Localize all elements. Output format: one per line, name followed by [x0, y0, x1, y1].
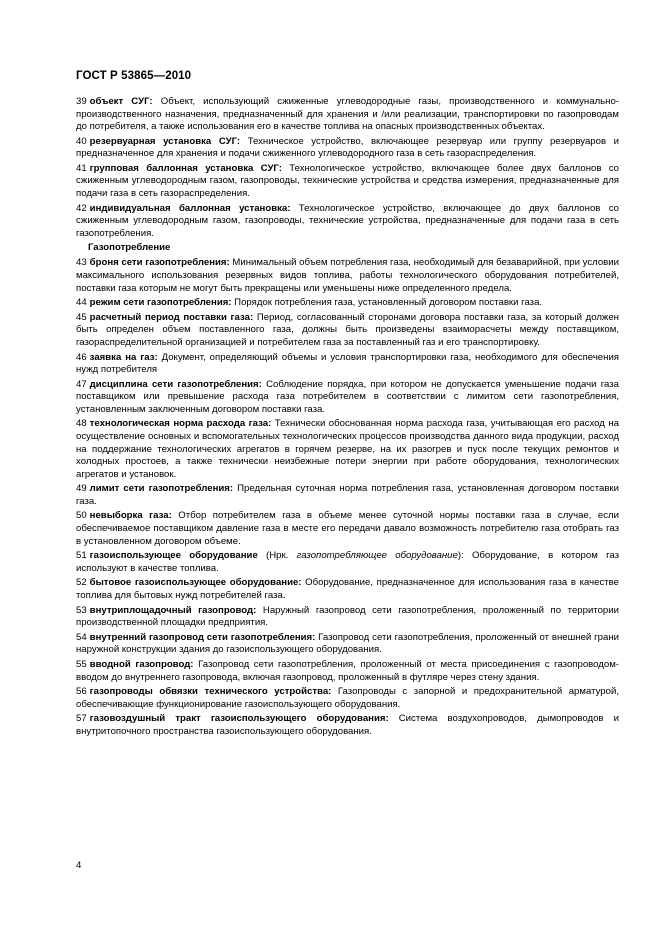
entry-definition: Техническое устройство, включающее резервуар или группу резервуаров и предназначенное для хранения и подачи сжиженного углеводородного газа в сеть газораспределения. [76, 135, 620, 160]
term-entry [76, 577, 619, 602]
entry-number: 56 [76, 686, 87, 698]
term-entry [76, 632, 619, 657]
entry-term: внутренний газопровод сети газопотребления: [89, 631, 316, 643]
section-title: Газопотребление [88, 242, 171, 254]
entry-number: 48 [76, 418, 87, 430]
entry-note-prefix: (Нрк. [257, 550, 297, 562]
entry-number: 42 [76, 202, 87, 214]
entry-term: броня сети газопотребления: [89, 257, 230, 269]
term-entry [76, 686, 619, 711]
entry-number: 45 [76, 311, 87, 323]
term-entry [76, 510, 619, 548]
entry-definition: Период, согласованный сторонами договора поставки газа, за который должен быть определен объем поставленного газа, должны быть произведены взаиморасчеты между поставщиком, газораспределительной организацией и потребителем газа за поставленный газ и его транспортировку. [76, 311, 619, 348]
entry-term: бытовое газоиспользующее оборудование: [89, 577, 302, 589]
entry-term: заявка на газ: [89, 351, 158, 363]
entry-definition: Газопровод сети газопотребления, проложенный от места присоединения с газопроводом-вводом до внутреннего газопровода, включая газопровод, проложенный в футляре через стену здания. [76, 658, 620, 683]
entry-definition: Документ, определяющий объемы и условия транспортировки газа, необходимого для обеспечения нужд потребителя [76, 351, 619, 376]
term-entry [76, 203, 619, 241]
entry-definition: Порядок потребления газа, установленный договором поставки газа. [231, 297, 543, 309]
term-entry [76, 297, 619, 310]
term-entry [76, 257, 619, 295]
entry-definition: Технологическое устройство, включающее до двух баллонов со сжиженным углеводородным газом, газопроводы, технические устройства, предназначенные для подачи газа в сеть газопотребления. [76, 202, 619, 239]
entry-number: 40 [76, 135, 87, 147]
entry-number: 44 [76, 297, 87, 309]
entry-term: невыборка газа: [89, 510, 172, 522]
entry-term: резервуарная установка СУГ: [89, 135, 241, 147]
entry-term: лимит сети газопотребления: [89, 483, 234, 495]
term-entry [76, 659, 619, 684]
term-entry [76, 605, 619, 630]
entries-group-b [76, 257, 619, 738]
entry-term: дисциплина сети газопотребления: [89, 378, 262, 390]
entry-definition: Газопроводы с запорной и предохранительной арматурой, обеспечивающие функционирование газоиспользующего оборудования. [76, 686, 619, 710]
entry-definition: Оборудование, предназначенное для использования газа в качестве топлива для бытовых нужд потребителей газа. [76, 577, 619, 601]
entry-definition: Предельная суточная норма потребления газа, установленная договором поставки газа. [76, 483, 619, 507]
entry-term: расчетный период поставки газа: [89, 311, 254, 323]
entry-term: объект СУГ: [89, 96, 153, 107]
entry-number: 46 [76, 351, 87, 363]
entry-definition: Объект, использующий сжиженные углеводородные газы, производственного и коммунально-производственного назначения, предназначенный для хранения и /или реализации, транспортировки по газопроводам до потребителя, а также использования его в качестве топлива на опасных производственных объектах. [76, 96, 619, 133]
entry-definition: Технологическое устройство, включающее более двух баллонов со сжиженным углеводородным газом, газопроводы, технические устройства и средства измерения, предназначенные для подачи газа в сеть газораспределения. [76, 162, 620, 200]
entry-term: вводной газопровод: [89, 658, 194, 670]
entry-number: 41 [76, 162, 87, 174]
term-entry [76, 418, 619, 481]
entry-number: 49 [76, 483, 87, 495]
entry-term: режим сети газопотребления: [89, 297, 232, 309]
entry-number: 50 [76, 510, 87, 522]
entry-number: 51 [76, 550, 87, 562]
entry-term: технологическая норма расхода газа: [89, 418, 272, 430]
entry-definition: ): Оборудование, в котором газ используют в качестве топлива. [76, 550, 619, 574]
term-entry [76, 96, 619, 134]
entry-alt-term: газопотребляющее оборудование [296, 550, 458, 562]
entry-term: индивидуальная баллонная установка: [89, 202, 291, 214]
entry-number: 55 [76, 658, 87, 670]
entry-definition: Отбор потребителем газа в объеме менее суточной нормы поставки газа в случае, если обеспечиваемое поставщиком давление газа в месте его передачи давало возможность потребителю газа отобрать газ в установленном договором объеме. [76, 510, 619, 547]
entry-term: групповая баллонная установка СУГ: [89, 162, 282, 174]
term-entry [76, 483, 619, 508]
entry-number: 43 [76, 257, 87, 269]
entry-term: газовоздушный тракт газоиспользующего оборудования: [89, 713, 389, 725]
term-entry [76, 550, 619, 575]
entry-definition: Технически обоснованная норма расхода газа, учитывающая его расход на осуществление основных и вспомогательных технологических процессов производства данного вида продукции, расход на поддержание технологических агрегатов в горячем резерве, на их разогрев и пуск после текущих ремонтов и холодных простоев, а также технически неизбежные потери энергии при работе оборудования, технологических агрегатов и установок. [76, 418, 619, 480]
entry-number: 54 [76, 631, 87, 643]
entry-definition: Газопровод сети газопотребления, проложенный от внешней грани наружной конструкции здания до газоиспользующего оборудования. [76, 631, 619, 656]
document-body [76, 96, 619, 741]
entry-definition: Минимальный объем потребления газа, необходимый для безаварийной, при условии максимального использования резервных видов топлива, работы технологического оборудования потребителей, поставки газа которым не могут быть прекращены или уменьшены ниже определенного предела. [76, 257, 619, 294]
page-number: 4 [76, 860, 82, 871]
document-header: ГОСТ Р 53865—2010 [76, 70, 192, 82]
entry-number: 39 [76, 96, 87, 107]
entry-number: 47 [76, 378, 87, 390]
term-entry [76, 352, 619, 377]
term-entry [76, 713, 619, 738]
entry-number: 57 [76, 713, 87, 725]
entry-definition: Наружный газопровод сети газопотребления, проложенный по территории производственной площадки предприятия. [76, 604, 619, 629]
entry-number: 53 [76, 604, 87, 616]
entry-definition: Система воздухопроводов, дымопроводов и внутритопочного пространства газоиспользующего оборудования. [76, 713, 619, 737]
entry-definition: Соблюдение порядка, при котором не допускается уменьшение подачи газа поставщиком или превышение расхода газа потребителем в соответствии с лимитом сети газопотребления, установленным заключенным договором поставки газа. [76, 378, 619, 415]
term-entry [76, 312, 619, 350]
term-entry [76, 136, 619, 161]
term-entry [76, 163, 619, 201]
entry-number: 52 [76, 577, 87, 589]
entry-term: газопроводы обвязки технического устройства: [89, 686, 332, 698]
entry-term: внутриплощадочный газопровод: [89, 604, 257, 616]
entries-group-a [76, 96, 619, 240]
term-entry [76, 379, 619, 417]
entry-term: газоиспользующее оборудование [89, 550, 258, 562]
